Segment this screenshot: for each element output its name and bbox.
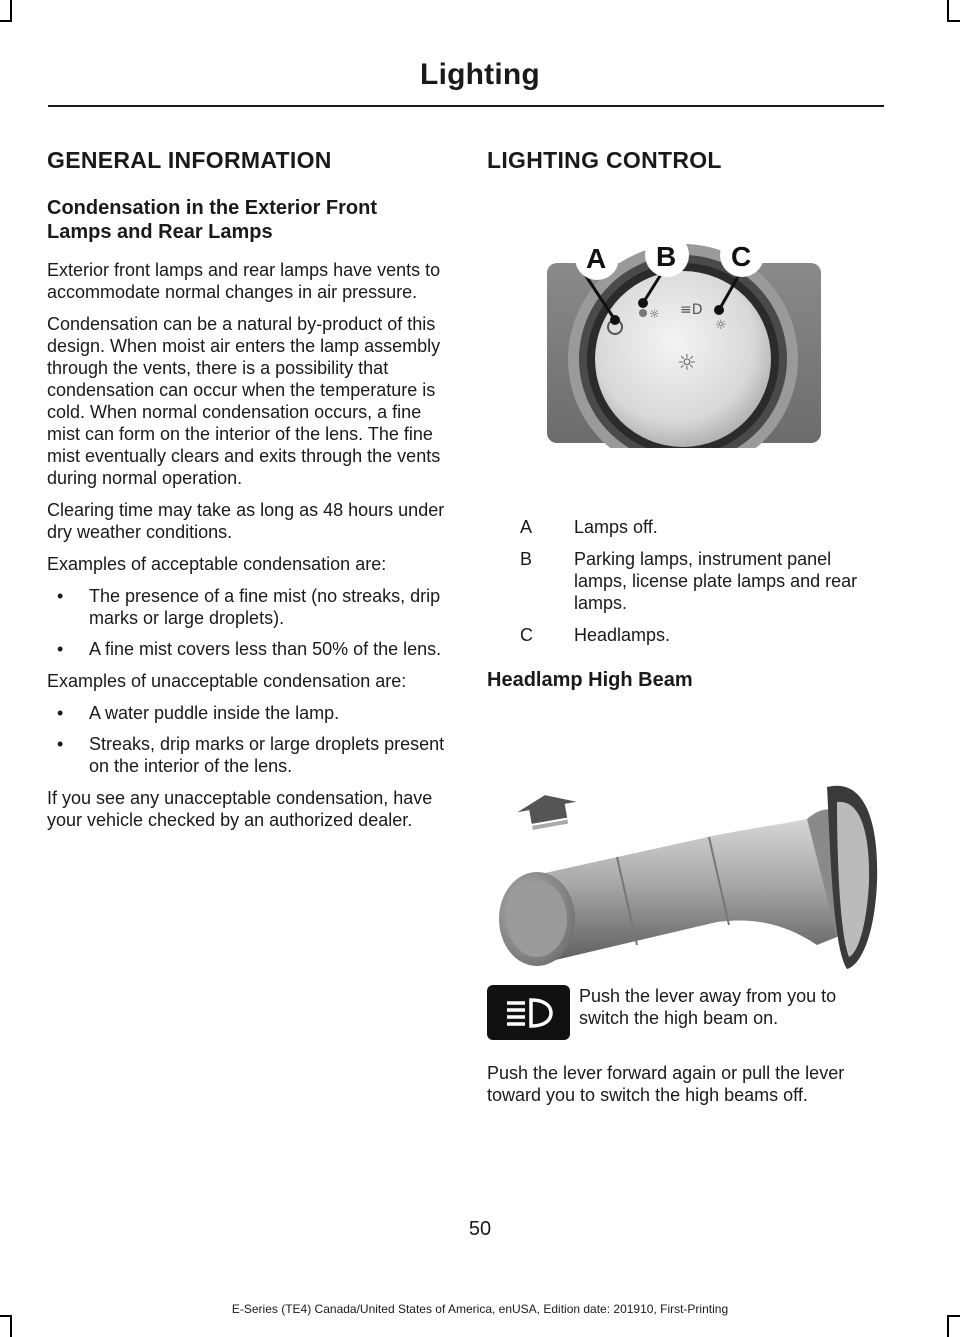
- lever-illustration: [487, 707, 883, 977]
- svg-text:≡D: ≡D: [680, 302, 703, 318]
- figure-legend: [487, 516, 883, 646]
- legend-row: B Parking lamps, instrument panel lamps, license plate lamps and rear lamps.: [520, 549, 858, 613]
- svg-text:☼: ☼: [649, 307, 660, 321]
- crop-mark: [10, 0, 12, 22]
- paragraph-clearing-time: Clearing time may take as long as 48 hours under dry weather conditions.: [47, 500, 445, 542]
- callout-b: B: [656, 241, 677, 272]
- paragraph-acceptable-intro: Examples of acceptable condensation are:: [47, 554, 387, 574]
- paragraph-condensation: Condensation can be a natural by-product of this design. When moist air enters the lamp assembly through the vents, there is a possibility that condensation can occur when the temperature is cold. When normal condensation occurs, a fine mist can form on the interior of the lens. The fine mist eventually clears and exits through the vents during normal operation.: [47, 314, 441, 488]
- lever-image: [487, 707, 883, 977]
- crop-mark: [10, 1315, 12, 1337]
- callout-a: A: [586, 243, 607, 274]
- bullet: •: [57, 703, 64, 723]
- bullet: •: [57, 639, 64, 659]
- crop-mark: [947, 20, 960, 22]
- arrow-icon: [515, 790, 579, 830]
- page-number: 50: [468, 1218, 492, 1240]
- section-title-general-information: GENERAL INFORMATION: [47, 147, 332, 173]
- paragraph-unacceptable-intro: Examples of unacceptable condensation are:: [47, 671, 407, 691]
- high-beam-note: [487, 985, 883, 1040]
- section-title-lighting-control: LIGHTING CONTROL: [487, 147, 722, 173]
- page-title: Lighting: [420, 58, 540, 91]
- legend-row: C Headlamps.: [520, 625, 671, 645]
- left-column: [47, 147, 447, 841]
- right-column: [487, 147, 883, 1116]
- subheading-high-beam: Headlamp High Beam: [487, 669, 693, 691]
- paragraph-vents: Exterior front lamps and rear lamps have vents to accommodate normal changes in air pressure.: [47, 260, 441, 302]
- crop-mark: [0, 20, 12, 22]
- lighting-switch-image: [487, 188, 883, 448]
- callout-c: C: [731, 241, 752, 272]
- list-item: • The presence of a fine mist (no streaks, drip marks or large droplets).: [57, 586, 441, 628]
- high-beam-icon: [487, 985, 570, 1040]
- bullet: •: [57, 734, 64, 754]
- legend-row: A Lamps off.: [520, 517, 658, 537]
- list-item: • A water puddle inside the lamp.: [57, 703, 340, 723]
- crop-mark: [947, 1315, 949, 1337]
- bullet: •: [57, 586, 64, 606]
- svg-text:☼: ☼: [715, 318, 727, 333]
- high-beam-on-text: Push the lever away from you to switch the high beam on.: [579, 986, 837, 1028]
- acceptable-list: [47, 585, 447, 660]
- lighting-switch-illustration: [487, 188, 883, 448]
- list-item: • Streaks, drip marks or large droplets present on the interior of the lens.: [57, 734, 445, 776]
- header-divider: [48, 105, 884, 107]
- list-item: • A fine mist covers less than 50% of the lens.: [57, 639, 442, 659]
- crop-mark: [947, 0, 949, 22]
- high-beam-off-text: Push the lever forward again or pull the lever toward you to switch the high beams off.: [487, 1063, 845, 1105]
- subheading-condensation: Condensation in the Exterior Front Lamps and Rear Lamps: [47, 197, 378, 243]
- svg-text:☼: ☼: [677, 351, 697, 376]
- unacceptable-list: [47, 702, 447, 777]
- paragraph-dealer: If you see any unacceptable condensation, have your vehicle checked by an authorized dealer.: [47, 788, 433, 830]
- footer-edition: E-Series (TE4) Canada/United States of America, enUSA, Edition date: 201910, First-Printing: [231, 1302, 729, 1316]
